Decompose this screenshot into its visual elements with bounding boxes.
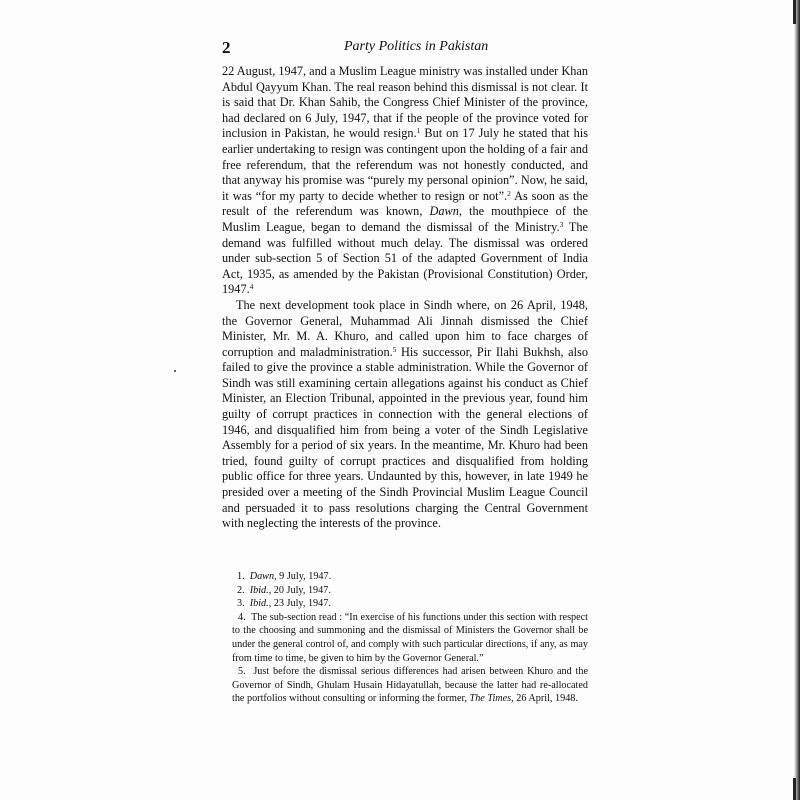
page-edge-mark bbox=[793, 0, 796, 24]
page-edge-mark bbox=[793, 778, 796, 800]
running-head: Party Politics in Pakistan bbox=[344, 39, 489, 54]
footnote-ref: 1 bbox=[416, 126, 421, 136]
text-run: , 23 July, 1947. bbox=[268, 598, 331, 610]
footnote-ref: 5 bbox=[392, 344, 397, 354]
paragraph bbox=[222, 298, 588, 532]
footnote-number: 2. bbox=[237, 584, 245, 596]
body-text bbox=[222, 64, 588, 532]
footnote-number: 5. bbox=[238, 666, 246, 678]
footnote-number: 3. bbox=[237, 598, 245, 610]
footnote bbox=[232, 611, 588, 665]
footnote-number: 1. bbox=[237, 571, 245, 582]
page-header bbox=[222, 38, 588, 60]
text-run: , 26 April, 1948. bbox=[511, 693, 578, 705]
footnote bbox=[232, 584, 588, 598]
footnote bbox=[232, 665, 588, 706]
scan-speck bbox=[174, 370, 176, 372]
text-run: The next development took place in Sindh where, on 26 April, 1948, the Governor General, Muhammad Ali Jinnah dismissed the Chief Minister, Mr. M. A. Khuro, and called upon him to face charges of corruption and maladministration. bbox=[222, 297, 588, 359]
footnote-ref: 3 bbox=[559, 219, 564, 229]
paragraph bbox=[222, 64, 588, 298]
footnotes bbox=[232, 570, 588, 706]
italic-text: Ibid. bbox=[249, 598, 269, 610]
footnote-ref: 4 bbox=[249, 282, 254, 292]
footnote bbox=[232, 597, 588, 611]
footnote-ref: 2 bbox=[507, 188, 511, 198]
text-run: Just before the dismissal serious differences had arisen between Khuro and the Governor of Sindh, Ghulam Husain Hidayatullah, because the latter had re-allocated the portfolios without consulting or informing the former, bbox=[232, 666, 589, 705]
text-run: 22 August, 1947, and a Muslim League ministry was installed under Khan Abdul Qayyum Khan. The real reason behind this dismissal is not clear. It is said that Dr. Khan Sahib, the Congress Chief Minister of the province, had declared on 6 July, 1947, that if the people of the province voted for inclusion in Pakistan, he would resign. bbox=[222, 64, 588, 141]
text-run: , the mouthpiece of the Muslim League, began to demand the dismissal of the Ministry. bbox=[222, 204, 588, 234]
footnote-number: 4. bbox=[238, 611, 246, 623]
text-run: His successor, Pir Ilahi Bukhsh, also failed to give the province a stable administration. While the Governor of Sindh was still examining certain allegations against his conduct as Chief Minister, an Election Tribunal, appointed in the previous year, found him guilty of corrupt practices in connection with the general elections of 1946, and disqualified him from being a voter of the Sindh Legislative Assembly for a period of six years. In the meantime, Mr. Khuro had been tried, found guilty of corrupt practices and disqualified from holding public office for three years. Undaunted by this, however, in late 1949 he presided over a meeting of the Sindh Provincial Muslim League Council and persuaded it to pass resolutions charging the Central Government with neglecting the interests of the province. bbox=[222, 344, 588, 531]
text-run: As soon as the result of the referendum was known, bbox=[222, 188, 589, 219]
italic-text: Dawn bbox=[429, 204, 459, 219]
text-run: , 9 July, 1947. bbox=[274, 571, 332, 582]
page-edge-shadow bbox=[794, 0, 800, 800]
page-number: 2 bbox=[222, 38, 231, 57]
footnote bbox=[232, 570, 588, 584]
italic-text: Dawn bbox=[249, 571, 275, 582]
text-run: , 20 July, 1947. bbox=[268, 584, 331, 596]
italic-text: Ibid. bbox=[249, 584, 269, 596]
text-run: The demand was fulfilled without much delay. The dismissal was ordered under sub-section 5 of Section 51 of the adapted Government of India Act, 1935, as amended by the Pakistan (Provisional Constitution) Order, 1947. bbox=[222, 219, 588, 297]
text-run: But on 17 July he stated that his earlier undertaking to resign was contingent upon the holding of a fair and free referendum, that the referendum was not honestly conducted, and that anyway his promise was “purely my personal opinion”. Now, he said, it was “for my party to decide whether to resign or not”. bbox=[222, 126, 588, 203]
text-run: The sub-section read : “In exercise of his functions under this section with respect to the choosing and summoning and the dismissal of Ministers the Governor shall be under the general control of, and comply with such particular directions, if any, as may from time to time, be given to him by the Governor General.” bbox=[232, 611, 588, 664]
italic-text: The Times bbox=[469, 693, 512, 705]
